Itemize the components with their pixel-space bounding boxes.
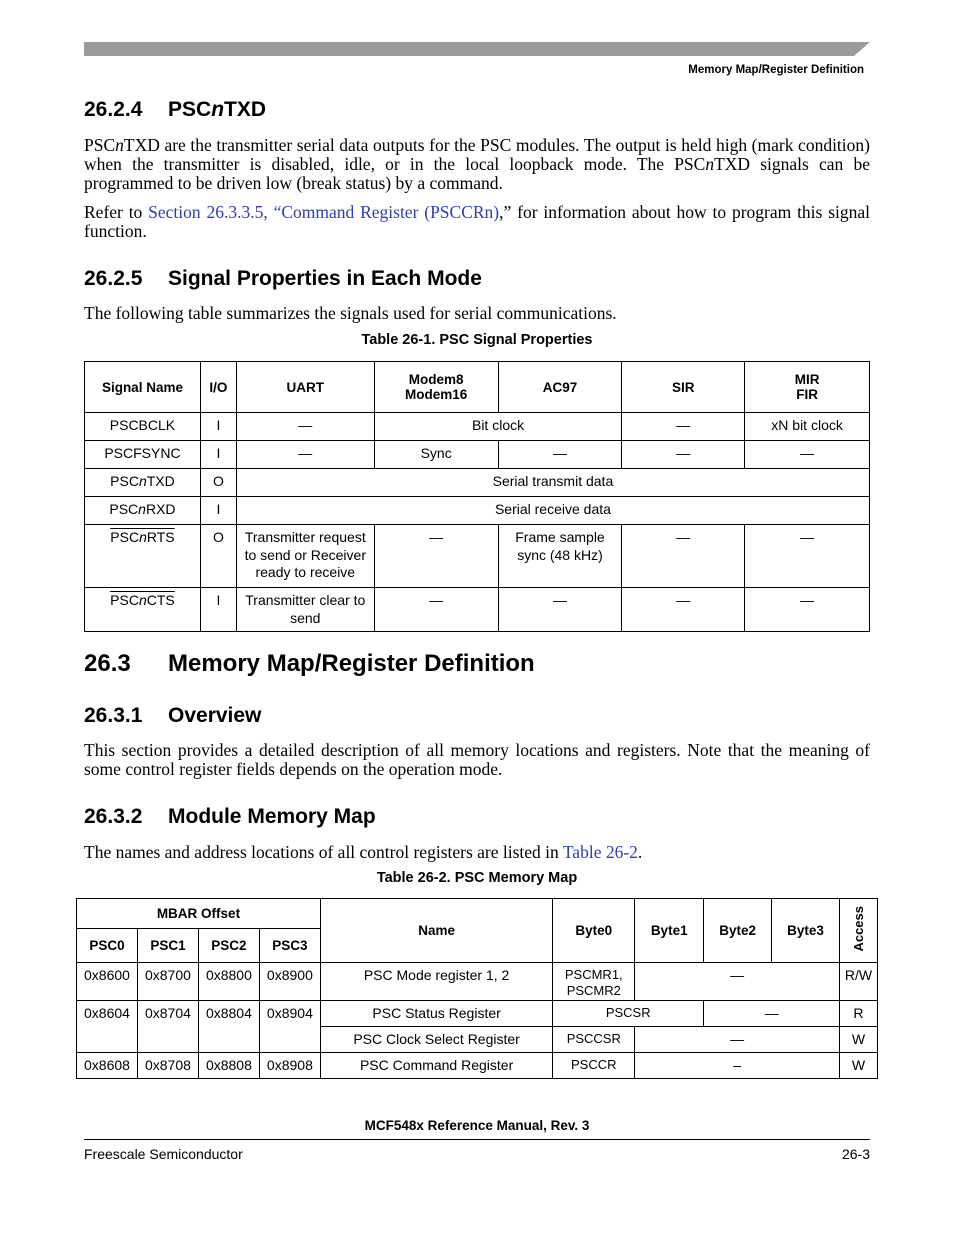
table-row: 0x8604 0x8704 0x8804 0x8904 PSC Status Register PSCSR — R [77, 1001, 878, 1027]
col-header-io: I/O [200, 362, 236, 413]
col-header-byte2: Byte2 [704, 899, 772, 963]
signal-properties-table [84, 361, 870, 632]
table-caption-26-1: Table 26-1. PSC Signal Properties [361, 332, 593, 348]
col-header-signal-name: Signal Name [85, 362, 201, 413]
table-row: 0x8600 0x8700 0x8800 0x8900 PSC Mode register 1, 2 PSCMR1, PSCMR2 — R/W [77, 963, 878, 1001]
table-row: 0x8608 0x8708 0x8808 0x8908 PSC Command Register PSCCR – W [77, 1053, 878, 1079]
table-caption-26-2: Table 26-2. PSC Memory Map [376, 870, 578, 886]
table-row: PSC Clock Select Register PSCCSR — W [77, 1027, 878, 1053]
col-header-mir-fir: MIR FIR [745, 362, 870, 413]
paragraph-overview: This section provides a detailed description of all memory locations and registers. Note that the meaning of some control register fields depends on the operation mode. [84, 740, 870, 779]
table-row: PSCnTXD O Serial transmit data [85, 469, 870, 497]
paragraph-psctxd: PSCnTXD are the transmitter serial data outputs for the PSC modules. The output is held high (mark condition) when the transmitter is disabled, idle, or in the local loopback mode. The PSCnTXD signals can be programmed to be driven low (break status) by a command. [84, 135, 870, 193]
table-link-26-2[interactable]: Table 26-2 [562, 842, 638, 862]
col-header-psc2: PSC2 [198, 929, 259, 963]
table-row: PSCnRXD I Serial receive data [85, 497, 870, 525]
section-heading-26-2-4: 26.2.4 PSCnTXD [84, 98, 267, 121]
table-row: PSCFSYNC I — Sync — — — [85, 441, 870, 469]
table-row: PSCnRTS O Transmitter request to send or Receiver ready to receive — Frame sample sync (48 kHz) — — [85, 525, 870, 588]
paragraph-refer: Refer to Section 26.3.3.5, “Command Register (PSCCRn),” for information about how to program this signal function. [84, 202, 870, 241]
col-header-psc1: PSC1 [137, 929, 198, 963]
table-row: PSCBCLK I — Bit clock — xN bit clock [85, 413, 870, 441]
section-link-command-register[interactable]: Section 26.3.3.5, “Command Register (PSCCRn) [148, 202, 500, 222]
col-header-access: Access [839, 899, 877, 963]
col-header-byte1: Byte1 [635, 899, 704, 963]
col-header-mbar-offset: MBAR Offset [77, 899, 321, 929]
page-number: 26-3 [841, 1146, 870, 1162]
col-header-psc0: PSC0 [77, 929, 138, 963]
col-header-modem: Modem8 Modem16 [374, 362, 498, 413]
section-heading-26-3-1: 26.3.1 Overview [84, 704, 262, 727]
running-title: Memory Map/Register Definition [688, 64, 864, 76]
section-heading-26-3-2: 26.3.2 Module Memory Map [84, 805, 376, 828]
header-bar [84, 42, 870, 56]
col-header-psc3: PSC3 [259, 929, 320, 963]
paragraph-signals: The following table summarizes the signals used for serial communications. [84, 303, 617, 323]
col-header-byte3: Byte3 [772, 899, 840, 963]
memory-map-table [76, 898, 878, 1079]
col-header-ac97: AC97 [498, 362, 622, 413]
section-heading-26-2-5: 26.2.5 Signal Properties in Each Mode [84, 267, 482, 290]
paragraph-memory-map: The names and address locations of all control registers are listed in Table 26-2. [84, 842, 643, 862]
col-header-sir: SIR [622, 362, 745, 413]
manual-title: MCF548x Reference Manual, Rev. 3 [364, 1118, 590, 1133]
table-row: PSCnCTS I Transmitter clear to send — — — — [85, 588, 870, 632]
company-name: Freescale Semiconductor [84, 1146, 243, 1162]
table-header-row [85, 362, 870, 413]
section-heading-26-3: 26.3 Memory Map/Register Definition [84, 650, 535, 677]
col-header-uart: UART [236, 362, 374, 413]
table-header-row [77, 899, 878, 929]
col-header-name: Name [320, 899, 552, 963]
col-header-byte0: Byte0 [553, 899, 635, 963]
footer-divider [84, 1139, 870, 1140]
